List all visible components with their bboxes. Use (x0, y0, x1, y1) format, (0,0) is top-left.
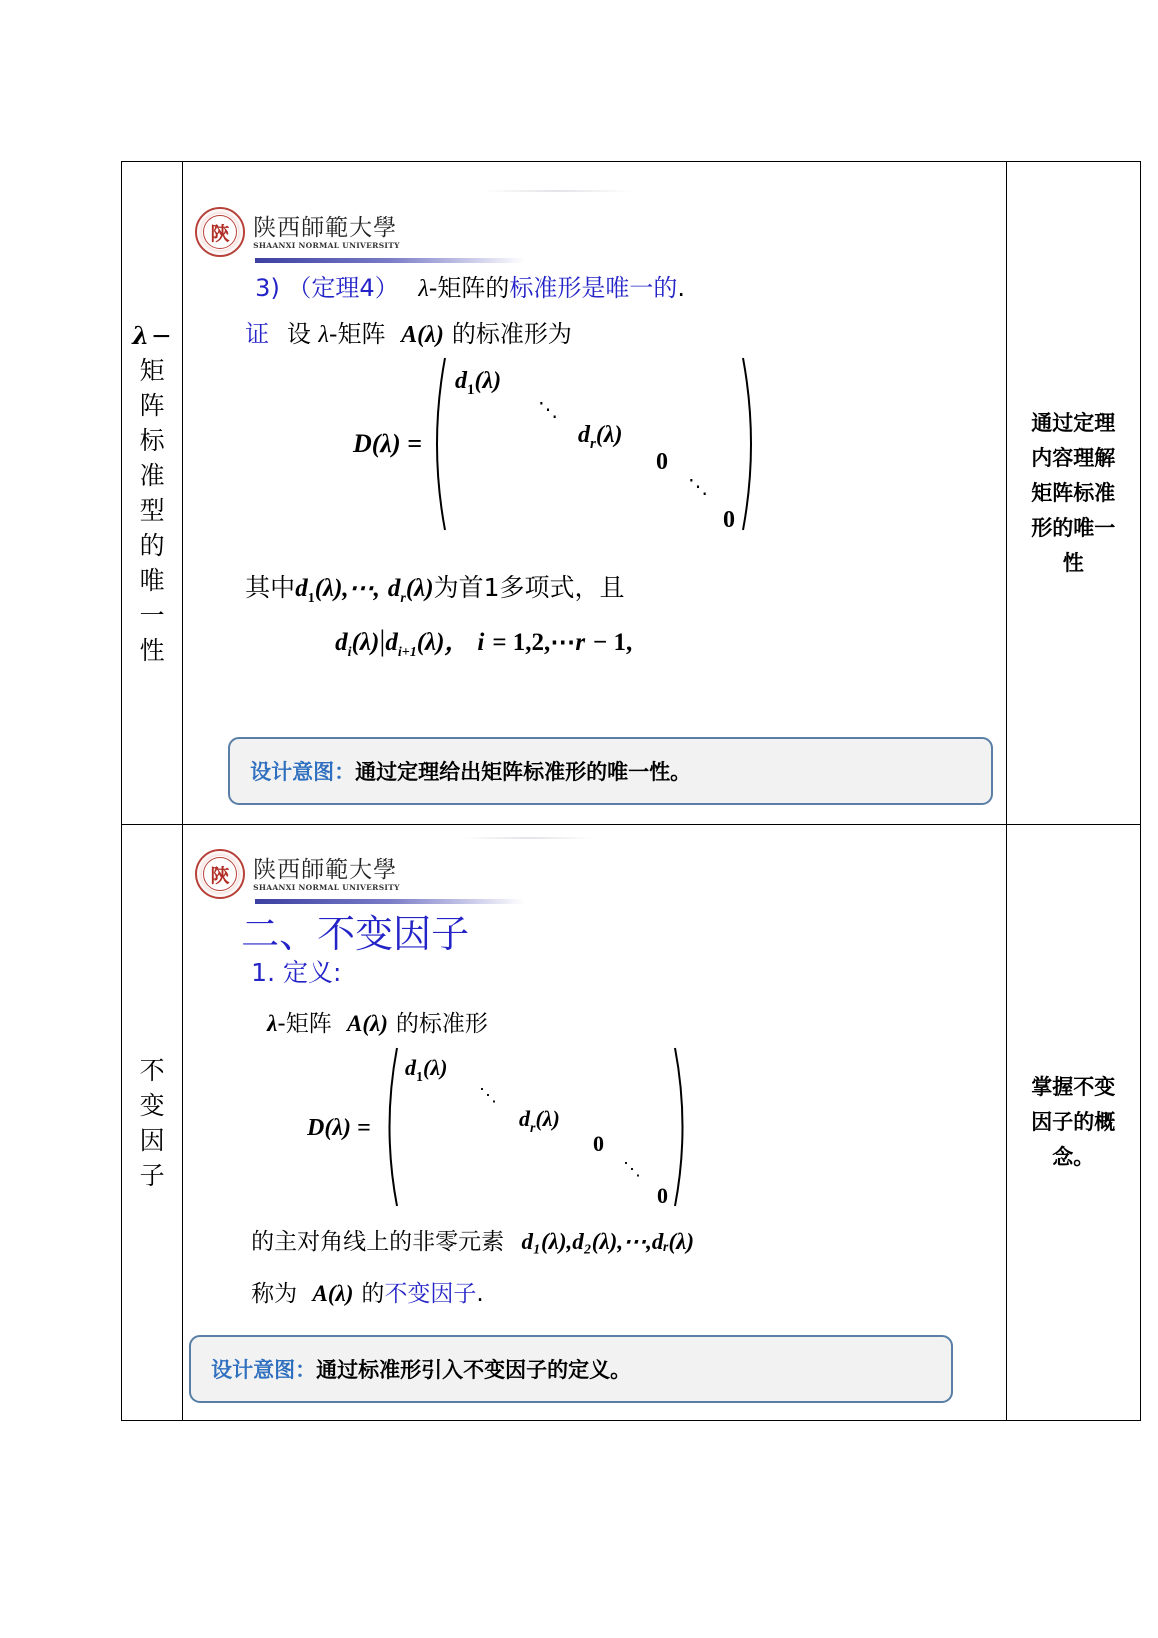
table-row (122, 162, 1141, 825)
topic-label (122, 318, 182, 668)
svg-text:D(λ) =: D(λ) = (307, 1115, 371, 1141)
topic-char: 型 (139, 496, 165, 525)
topic-char: 子 (139, 1160, 165, 1190)
university-seal-icon: 陝 (195, 849, 245, 899)
standard-form-matrix (307, 1043, 707, 1211)
svg-text:d1(λ): $d_1(\lambda)$ (405, 1055, 448, 1085)
teaching-goal: 掌握不变 因子的概 念。 (1031, 1075, 1116, 1169)
topic-char: 矩 (139, 356, 165, 385)
topic-cell (122, 825, 183, 1421)
university-logo (195, 849, 400, 899)
university-logo (195, 207, 400, 257)
theorem-heading: 3) （定理4） λ-矩阵的标准形是唯一的. (255, 274, 686, 302)
svg-text:⋱: ⋱ (688, 476, 709, 498)
svg-text:0: 0 (657, 1183, 669, 1208)
sub-title: 1. 定义: (251, 958, 342, 987)
university-name-en: SHAANXI NORMAL UNIVERSITY (253, 882, 400, 892)
university-name-en: SHAANXI NORMAL UNIVERSITY (253, 240, 400, 250)
logo-divider (255, 258, 525, 263)
slide-cell (183, 162, 1006, 825)
topic-char: 阵 (139, 391, 165, 420)
design-intent-text: 通过标准形引入不变因子的定义。 (316, 1358, 632, 1382)
topic-lambda: λ (132, 321, 150, 350)
topic-cell (122, 162, 183, 825)
university-name-cn: 陕西師範大學 (253, 214, 398, 241)
called-line: 称为 A(λ) 的不变因子. (251, 1281, 484, 1307)
svg-text:0: 0 (656, 449, 669, 475)
topic-char: 标 (139, 426, 165, 455)
standard-form-matrix (333, 352, 783, 537)
design-intent-box (189, 1335, 953, 1403)
svg-text:0: 0 (593, 1131, 605, 1156)
topic-char: 一 (139, 601, 165, 630)
diagonal-line: 的主对角线上的非零元素 d₁(λ),d₂(λ),⋯,dᵣ(λ) (251, 1229, 694, 1255)
svg-text:⋱: ⋱ (623, 1159, 642, 1179)
topic-char: 准 (139, 461, 165, 490)
topic-char: 的 (139, 531, 165, 560)
design-intent-label: 设计意图： (250, 760, 356, 784)
table-row (122, 825, 1141, 1421)
slide-theorem4 (183, 162, 1004, 824)
svg-text:⋱: ⋱ (538, 399, 559, 421)
topic-char: 变 (139, 1090, 165, 1120)
topic-char: 因 (139, 1125, 165, 1155)
definition-line: λ-矩阵 A(λ) 的标准形 (267, 1011, 488, 1037)
svg-text:D(λ) =: D(λ) = (353, 429, 423, 458)
topic-char: 唯 (139, 566, 165, 595)
goal-cell (1006, 825, 1140, 1421)
topic-dash: − (151, 321, 172, 350)
design-intent-label: 设计意图： (211, 1358, 317, 1382)
svg-text:⋱: ⋱ (479, 1085, 498, 1105)
topic-char: 不 (139, 1055, 165, 1085)
university-name-cn: 陕西師範大學 (253, 856, 398, 883)
topic-label (122, 1053, 182, 1193)
teaching-goal: 通过定理 内容理解 矩阵标准 形的唯一 性 (1031, 410, 1116, 575)
section-title: 二、不变因子 (241, 912, 470, 956)
topic-char: 性 (139, 636, 165, 665)
proof-line: 证 设 λ-矩阵 A(λ) 的标准形为 (245, 320, 572, 348)
where-line: 其中$d_1(\lambda),\cdots$, $d_r(\lambda)$为首1多项式，且 (245, 573, 625, 606)
svg-text:dr(λ): $d_r(\lambda)$ (578, 422, 623, 452)
university-seal-icon: 陝 (195, 207, 245, 257)
svg-text:d1(λ): $d_1(\lambda)$ (455, 368, 502, 398)
svg-text:dr(λ): $d_r(\lambda)$ (519, 1106, 561, 1136)
divides-line: $d_i(\lambda)|d_{i+1}(\lambda)$， i = 1,2,⋯r − 1, (335, 624, 633, 660)
goal-cell (1006, 162, 1140, 825)
svg-text:0: 0 (723, 507, 736, 533)
design-intent-text: 通过定理给出矩阵标准形的唯一性。 (355, 760, 692, 784)
slide-cell (183, 825, 1006, 1421)
lesson-plan-table (121, 161, 1141, 1421)
design-intent-box (228, 737, 993, 805)
slide-invariant-factors (183, 825, 1004, 1420)
